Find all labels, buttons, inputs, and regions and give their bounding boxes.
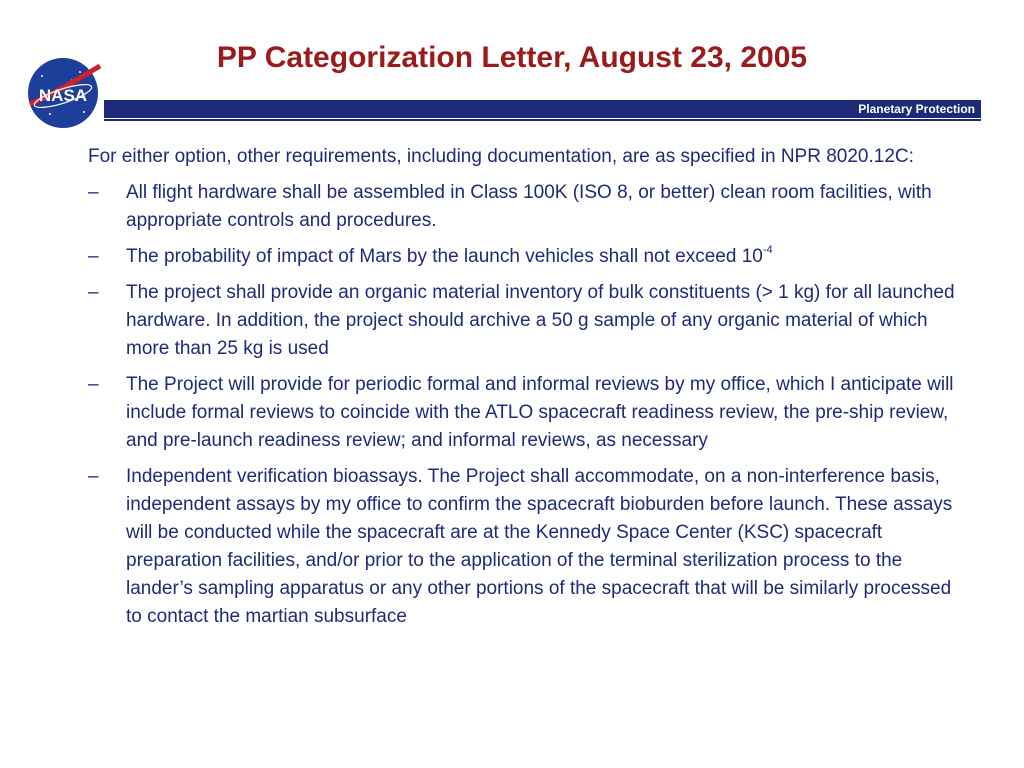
list-item	[88, 279, 968, 363]
requirements-list	[88, 179, 968, 631]
list-item-text: Independent verification bioassays. The Project shall accommodate, on a non-interference basis, independent assays by my office to confirm the spacecraft bioburden before launch. These assays will be conducted while the spacecraft are at the Kennedy Space Center (KSC) spacecraft preparation facilities, and/or prior to the application of the terminal sterilization process to the lander’s sampling apparatus or any other portions of the spacecraft that will be similarly processed to contact the martian subsurface	[126, 466, 953, 627]
exponent: -4	[762, 243, 773, 256]
dash-marker: –	[88, 182, 99, 203]
list-item-text: All flight hardware shall be assembled in Class 100K (ISO 8, or better) clean room facilities, with appropriate controls and procedures.	[126, 182, 932, 231]
slide-body	[88, 143, 968, 639]
nasa-logo-text: NASA	[38, 86, 88, 105]
dash-marker: –	[88, 282, 99, 303]
list-item	[88, 463, 968, 631]
intro-paragraph: For either option, other requirements, including documentation, are as specified in NPR 8020.12C:	[88, 146, 914, 167]
slide-title: PP Categorization Letter, August 23, 2005	[216, 41, 808, 74]
list-item	[88, 179, 968, 235]
list-item-text: The Project will provide for periodic formal and informal reviews by my office, which I anticipate will include formal reviews to coincide with the ATLO spacecraft readiness review, the pre-ship review, and pre-launch readiness review; and informal reviews, as necessary	[126, 374, 954, 451]
list-item-text: The probability of impact of Mars by the launch vehicles shall not exceed 10	[126, 246, 763, 267]
dash-marker: –	[88, 374, 99, 395]
list-item	[88, 243, 968, 271]
banner-label: Planetary Protection	[858, 102, 975, 116]
dash-marker: –	[88, 246, 99, 267]
dash-marker: –	[88, 466, 99, 487]
header-divider	[104, 119, 981, 121]
list-item-text: The project shall provide an organic material inventory of bulk constituents (> 1 kg) for all launched hardware. In addition, the project should archive a 50 g sample of any organic material of which more than 25 kg is used	[126, 282, 955, 359]
list-item	[88, 371, 968, 455]
header-bar	[104, 100, 981, 118]
